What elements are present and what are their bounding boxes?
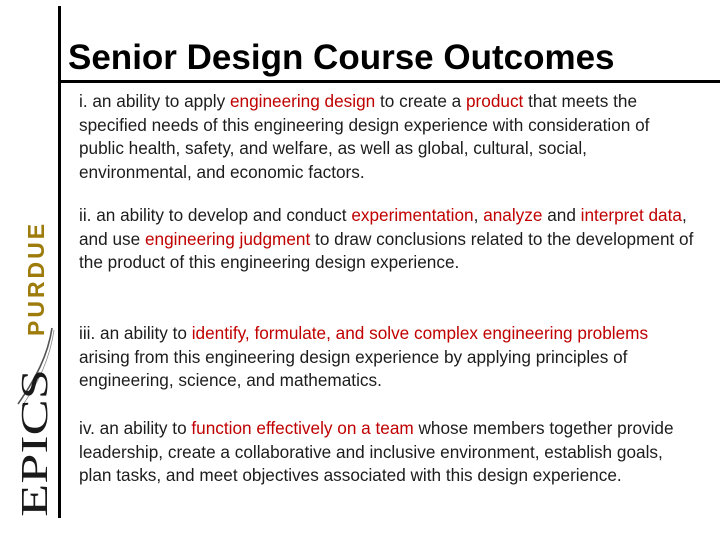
purdue-epics-logo <box>0 190 58 520</box>
title-underline <box>58 80 720 83</box>
outcome-text: to draw conclusions related to the development of the product of this engineering design experience. <box>79 228 694 272</box>
highlighted-term: identify, formulate, and solve complex engineering problems <box>191 323 649 343</box>
highlighted-term: product <box>465 91 524 111</box>
highlighted-term: engineering design <box>229 91 376 111</box>
highlighted-term: function effectively on a team <box>191 418 414 438</box>
outcome-text: , <box>473 205 484 225</box>
slide-title: Senior Design Course Outcomes <box>68 38 615 77</box>
outcome-2 <box>79 204 699 275</box>
outcome-1 <box>79 90 699 184</box>
outcome-4 <box>79 417 699 488</box>
outcome-text: that meets the specified needs of this engineering design experience with consideration of public health, safety, and welfare, as well as global, cultural, social, environmental, and economic factors. <box>79 91 650 182</box>
highlighted-term: engineering judgment <box>144 228 311 249</box>
outcome-text: iv. an ability to <box>79 418 192 438</box>
logo-epics-text: EPICS <box>14 413 56 517</box>
outcome-text: whose members together provide leadership, create a collaborative and inclusive environment, establish goals, plan tasks, and meet objectives associated with this design experience. <box>79 418 674 485</box>
outcome-text: arising from this engineering design experience by applying principles of engineering, science, and mathematics. <box>79 346 628 390</box>
outcome-text: iii. an ability to <box>79 323 192 343</box>
outcome-text: ii. an ability to develop and conduct <box>79 205 352 225</box>
outcome-text: to create a <box>375 91 466 111</box>
logo-purdue-text: PURDUE <box>23 220 49 336</box>
highlighted-term: analyze <box>483 205 543 225</box>
outcome-text: and <box>542 205 581 225</box>
outcome-text: , and use <box>79 205 687 249</box>
outcome-3 <box>79 322 699 393</box>
outcome-text: i. an ability to apply <box>79 91 230 111</box>
highlighted-term: interpret data <box>580 205 682 225</box>
highlighted-term: experimentation <box>351 205 474 225</box>
